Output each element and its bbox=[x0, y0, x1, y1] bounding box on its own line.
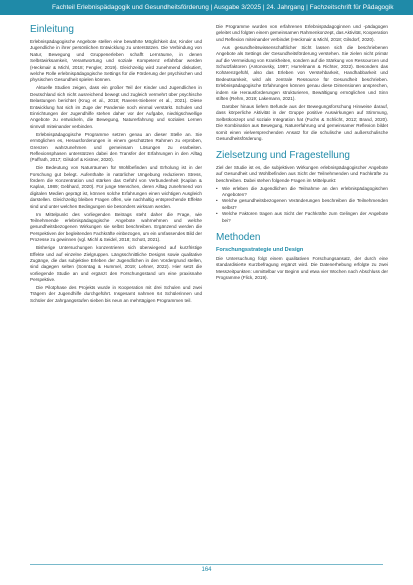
list-item: • Welche Faktoren tragen aus Sicht der Fachkräfte zum Gelingen der Angebote bei? bbox=[216, 211, 388, 224]
paragraph: Die Bedeutung von Naturräumen für Wohlbefinden und Erholung ist in der Forschung gut belegt. Aufenthalte in natürlicher Umgebung reduzieren Stress, fördern die Konzentration und stärken das Gefühl von Verbundenheit (Kaplan & Kaplan, 1989; Gebhard, 2020). Für junge Menschen, deren Alltag zunehmend von digitalen Medien geprägt ist, können solche Erfahrungen einen wichtigen Ausgleich darstellen. Gleichzeitig bleiben Fragen offen, wie nachhaltig entsprechende Effekte sind und unter welchen Bedingungen sie besonders wirksam werden. bbox=[30, 165, 202, 209]
paragraph: Die Untersuchung folgt einem qualitativen Forschungsansatz, der durch eine standardisierte Kurzbefragung ergänzt wird. Die Datenerhebung erfolgte zu zwei Messzeitpunkten: unmittelbar vor Beginn und etwa vier Wochen nach Abschluss der Programme (Flick, 2019). bbox=[216, 255, 388, 281]
left-column bbox=[30, 24, 202, 564]
running-header: Fachteil Erlebnispädagogik und Gesundheitsförderung | Ausgabe 3/2025 | 24. Jahrgang | Fachzeitschrift für Pädagogik bbox=[0, 0, 413, 15]
paragraph: Die Pilotphase des Projekts wurde in Kooperation mit drei Schulen und zwei Trägern der Jugendhilfe durchgeführt. Insgesamt nahmen 64 Schülerinnen und Schüler der Jahrgangsstufen sieben bis neun an mehrtägigen Programmen teil. bbox=[30, 285, 202, 303]
list-item: • Wie erleben die Jugendlichen die Teilnahme an den erlebnispädagogischen Angeboten? bbox=[216, 186, 388, 199]
paragraph: Aktuelle Studien zeigen, dass ein großer Teil der Kinder und Jugendlichen in Deutschland sich nicht ausreichend bewegt und zugleich vermehrt über psychische Belastungen berichtet (Krug et al., 2018; Ravens-Sieberer et al., 2021). Diese Entwicklung hat sich im Zuge der Pandemie noch einmal verstärkt. Schulen und Einrichtungen der Jugendhilfe stehen daher vor der Aufgabe, niedrigschwellige Angebote zu entwickeln, die Bewegung, Naturerfahrung und soziales Lernen sinnvoll miteinander verbinden. bbox=[30, 85, 202, 129]
section-title-goals: Zielsetzung und Fragestellung bbox=[216, 149, 350, 161]
section-title-methods: Methoden bbox=[216, 231, 261, 243]
paragraph: Bisherige Untersuchungen konzentrieren sich überwiegend auf kurzfristige Effekte und auf einzelne Zielgruppen. Längsschnittliche Designs sowie qualitative Zugänge, die das subjektive Erleben der Jugendlichen in den Vordergrund stellen, sind dagegen selten (Sonntag & Hummel, 2019; Lehner, 2022). Hier setzt die vorliegende Studie an und ergänzt den Forschungsstand um eine praxisnahe Perspektive. bbox=[30, 245, 202, 283]
paragraph: Darüber hinaus liefern Befunde aus der Bewegungsforschung Hinweise darauf, dass körperliche Aktivität in der Gruppe positive Auswirkungen auf Stimmung, Selbstkonzept und soziale Integration hat (Fuchs & Schlicht, 2012; Brand, 2020). Die Kombination aus Bewegung, Naturerfahrung und gemeinsamer Reflexion bildet somit einen vielversprechenden Ansatz für die schulische und außerschulische Gesundheitsförderung. bbox=[216, 103, 388, 141]
list-item: • Welche gesundheitsbezogenen Veränderungen beschreiben die Teilnehmenden selbst? bbox=[216, 198, 388, 211]
article-body bbox=[30, 24, 390, 564]
paragraph: Die Programme wurden von erfahrenen Erlebnispädagoginnen und -pädagogen geleitet und folgten einem gemeinsamen Rahmenkonzept, das Aktivität, Kooperation und Reflexion miteinander verbindet (Heckmair & Michl, 2018; Gilsdorf, 2020). bbox=[216, 24, 388, 42]
subsection-title-design: Forschungsstrategie und Design bbox=[216, 246, 304, 253]
section-title-introduction: Einleitung bbox=[30, 24, 74, 35]
paragraph: Erlebnispädagogische Angebote stellen eine bewährte Möglichkeit dar, Kinder und Jugendliche in ihrer persönlichen Entwicklung zu unterstützen. Die Verbindung von Natur, Bewegung und Gruppenerleben schafft Lernräume, in denen Selbstwirksamkeit, Verantwortung und soziale Kompetenz erfahrbar werden (Heckmair & Michl, 2018; Fengler, 2019). Gleichzeitig wird zunehmend diskutiert, welche Rolle erlebnispädagogische Settings für die Förderung der psychischen und physischen Gesundheit spielen können. bbox=[30, 39, 202, 83]
page-number: 164 bbox=[0, 567, 413, 573]
paragraph: Ziel der Studie ist es, die subjektiven Wirkungen erlebnispädagogischer Angebote auf Gesundheit und Wohlbefinden aus Sicht der Teilnehmenden und Fachkräfte zu beschreiben. Dabei stehen folgende Fragen im Mittelpunkt: bbox=[216, 164, 388, 183]
paragraph: Aus gesundheitswissenschaftlicher Sicht lassen sich die beschriebenen Angebote als Settings der Gesundheitsförderung verstehen. Sie zielen nicht primär auf die Vermeidung von Krankheiten, sondern auf die Stärkung von Ressourcen und Schutzfaktoren (Antonovsky, 1997; Hurrelmann & Richter, 2022). Besonders das Kohärenzgefühl, also das Erleben von Verstehbarkeit, Handhabbarkeit und Bedeutsamkeit, wird als zentrale Ressource für Gesundheit beschrieben. Erlebnispädagogische Erfahrungen können genau diese Dimensionen ansprechen, indem sie Herausforderungen strukturieren, Bewältigung ermöglichen und Sinn stiften (Rehm, 2019; Lakemann, 2021). bbox=[216, 44, 388, 101]
paragraph: Erlebnispädagogische Programme setzen genau an dieser Stelle an. Sie ermöglichen es, Herausforderungen in einem geschützten Rahmen zu erproben, Grenzen wahrzunehmen und gemeinsam Lösungen zu erarbeiten. Reflexionsphasen unterstützen dabei den Transfer der Erfahrungen in den Alltag (Paffrath, 2017; Gilsdorf & Kistner, 2020). bbox=[30, 131, 202, 163]
paragraph: Im Mittelpunkt des vorliegenden Beitrags steht daher die Frage, wie Teilnehmende erlebnispädagogische Angebote wahrnehmen und welche gesundheitsbezogenen Wirkungen sie selbst beschreiben. Ergänzend werden die Perspektiven der begleitenden Fachkräfte einbezogen, um ein umfassendes Bild der Prozesse zu gewinnen (vgl. Michl & Seidel, 2018; Schott, 2021). bbox=[30, 211, 202, 243]
research-questions-list bbox=[216, 186, 388, 224]
right-column bbox=[216, 24, 388, 564]
